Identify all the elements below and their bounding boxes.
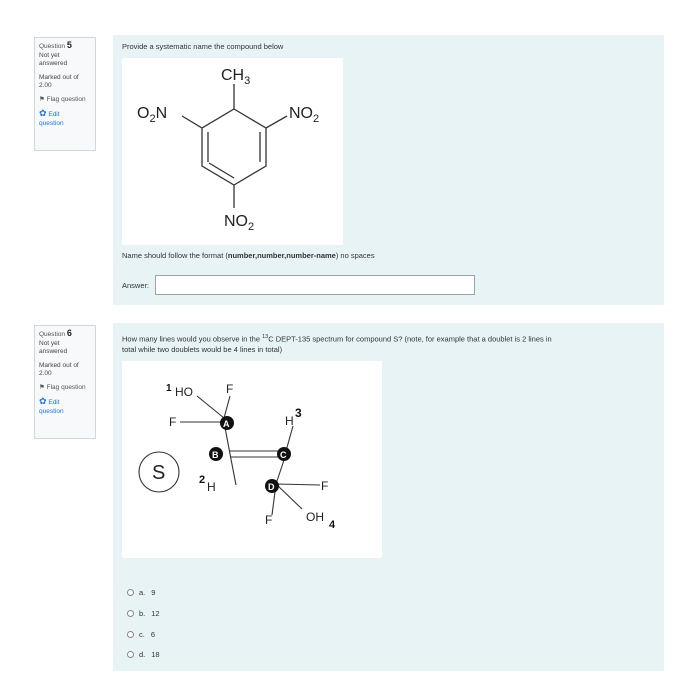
answer-input[interactable] <box>155 275 475 295</box>
position-4-label: 4 <box>329 519 336 531</box>
structure-image <box>122 58 343 245</box>
option-letter: c. <box>139 630 145 639</box>
flag-question-link[interactable]: ⚑ Flag question <box>39 383 86 391</box>
nitro-bottom-label: $NO_2$ <box>224 213 255 233</box>
radio-button[interactable] <box>127 651 134 658</box>
carbon-d-label: D <box>268 482 275 492</box>
option-value: 6 <box>150 630 156 639</box>
question-info-panel <box>34 37 96 151</box>
compound-s-label: S <box>152 462 166 484</box>
answer-option-c[interactable] <box>127 630 155 639</box>
fluorine-bottom-label: F <box>265 513 273 527</box>
position-1-label: 1 <box>166 383 172 394</box>
question-status-2: answered <box>39 348 68 355</box>
answer-option-a[interactable] <box>127 588 155 597</box>
question-marks: Marked out of <box>39 361 79 369</box>
flag-question-link[interactable]: ⚑ Flag question <box>39 95 86 103</box>
option-letter: d. <box>139 650 146 659</box>
option-value: 18 <box>151 650 160 659</box>
question-content <box>113 323 664 671</box>
answer-label: Answer: <box>122 281 150 290</box>
position-2-label: 2 <box>199 474 206 486</box>
carbon-a-label: A <box>223 419 230 429</box>
gear-icon: ✿ <box>39 108 47 118</box>
answer-option-d[interactable] <box>127 650 160 659</box>
position-3-label: 3 <box>295 406 302 420</box>
option-letter: a. <box>139 588 146 597</box>
fluorine-left-label: F <box>169 415 177 429</box>
nitro-right-label: $NO_2$ <box>289 105 320 125</box>
question-marks-value: 2.00 <box>39 370 52 377</box>
edit-question-link-2[interactable]: question <box>39 407 64 415</box>
question-content <box>113 35 664 305</box>
carbon-b-label: B <box>212 450 219 460</box>
flag-icon: ⚑ <box>39 383 45 391</box>
edit-question-link-2[interactable]: question <box>39 119 64 127</box>
edit-question-link[interactable]: ✿ Edit <box>39 396 60 406</box>
compound-s-structure <box>122 361 382 558</box>
question-status: Not yet <box>39 339 60 347</box>
question-status: Not yet <box>39 51 60 59</box>
radio-button[interactable] <box>127 589 134 596</box>
hydrogen-2-label: H <box>207 480 216 494</box>
gear-icon: ✿ <box>39 396 47 406</box>
question-marks-value: 2.00 <box>39 82 52 89</box>
flag-icon: ⚑ <box>39 95 45 103</box>
trinitrotoluene-structure <box>122 58 343 245</box>
fluorine-top-label: F <box>226 382 234 396</box>
answer-option-b[interactable] <box>127 609 160 618</box>
question-marks: Marked out of <box>39 73 79 81</box>
radio-button[interactable] <box>127 631 134 638</box>
nitro-left-label: $O_2N$ <box>137 105 168 125</box>
question-status-2: answered <box>39 60 68 67</box>
option-value: 12 <box>151 609 160 618</box>
radio-button[interactable] <box>127 610 134 617</box>
question-prompt: Provide a systematic name the compound below <box>122 42 284 51</box>
question-number: Question 6 <box>39 328 72 338</box>
hydrogen-3-label: H <box>285 414 294 428</box>
question-number: Question 5 <box>39 40 72 50</box>
option-letter: b. <box>139 609 146 618</box>
format-instruction: Name should follow the format (number,number,number-name) no spaces <box>122 251 375 260</box>
edit-question-link[interactable]: ✿ Edit <box>39 108 60 118</box>
fluorine-right-label: F <box>321 479 329 493</box>
question-prompt: How many lines would you observe in the $^{13}$C DEPT-135 spectrum for compound S? (note, for example that a doublet is 2 lines in total while two doublets would be 4 lines in total) <box>122 334 552 354</box>
methyl-label: $CH_3$ <box>221 67 251 87</box>
hydroxyl-label: HO <box>175 385 193 399</box>
hydroxyl-4-label: OH <box>306 510 324 524</box>
structure-image <box>122 361 382 558</box>
question-info-panel <box>34 325 96 439</box>
option-value: 9 <box>151 588 156 597</box>
carbon-c-label: C <box>280 450 287 460</box>
